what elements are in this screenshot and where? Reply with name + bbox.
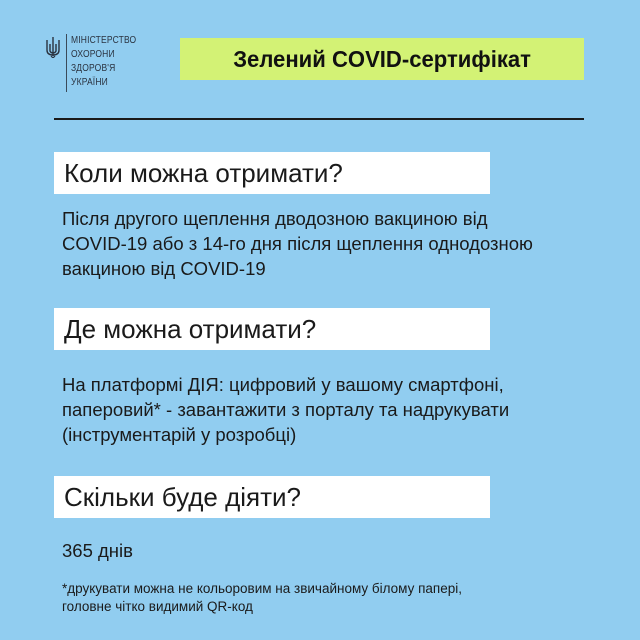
trident-icon bbox=[46, 36, 60, 58]
question-heading: Де можна отримати? bbox=[64, 313, 317, 344]
answer-line: паперовий* - завантажити з порталу та надрукувати bbox=[62, 399, 510, 420]
answer-line: На платформі ДІЯ: цифровий у вашому смартфоні, bbox=[62, 374, 504, 395]
answer-line: Після другого щеплення дводозною вакциною від bbox=[62, 208, 488, 229]
question-heading: Скільки буде діяти? bbox=[64, 481, 301, 512]
footnote-line: головне чітко видимий QR-код bbox=[62, 599, 253, 614]
answer-line: (інструментарій у розробці) bbox=[62, 424, 297, 445]
answer-when bbox=[62, 206, 533, 281]
footnote bbox=[62, 580, 462, 616]
ministry-name-line: ОХОРОНИ bbox=[71, 49, 115, 60]
answer-line: вакциною від COVID-19 bbox=[62, 258, 266, 279]
answer-duration bbox=[62, 538, 133, 563]
footnote-line: *друкувати можна не кольоровим на звичайному білому папері, bbox=[62, 581, 462, 596]
ministry-name-line: МІНІСТЕРСТВО bbox=[71, 35, 137, 46]
answer-line: COVID-19 або з 14-го дня після щеплення однодозною bbox=[62, 233, 533, 254]
question-heading: Коли можна отримати? bbox=[64, 157, 343, 188]
question-box-duration bbox=[54, 476, 490, 518]
ministry-name-line: УКРАЇНИ bbox=[71, 77, 108, 88]
ministry-name-line: ЗДОРОВ'Я bbox=[71, 63, 116, 74]
page-title: Зелений COVID-сертифікат bbox=[233, 45, 531, 72]
question-box-when bbox=[54, 152, 490, 194]
divider bbox=[54, 118, 584, 120]
title-badge bbox=[180, 38, 584, 80]
logo-divider bbox=[66, 34, 67, 92]
ministry-name bbox=[71, 34, 136, 90]
ministry-logo bbox=[46, 34, 146, 96]
answer-where bbox=[62, 372, 509, 447]
question-box-where bbox=[54, 308, 490, 350]
answer-line: 365 днів bbox=[62, 540, 133, 561]
